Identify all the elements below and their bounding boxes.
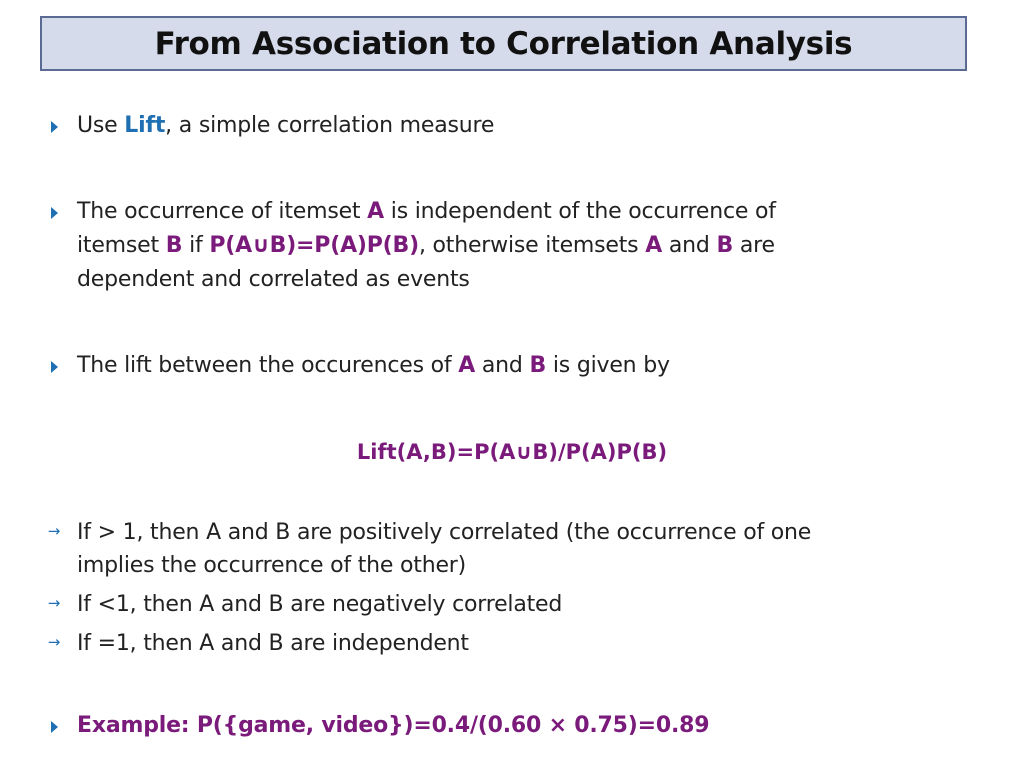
keyword-a: A xyxy=(645,233,663,258)
independence-formula: P(A∪B)=P(A)P(B) xyxy=(209,233,419,258)
keyword-lift: Lift xyxy=(124,113,166,138)
sub-bullet-independent: If =1, then A and B are independent xyxy=(77,631,469,656)
bullet-text: is independent of the occurrence of xyxy=(383,199,776,224)
triangle-bullet-icon xyxy=(47,358,61,377)
bullet-text: Use xyxy=(77,113,125,138)
bullet-text: if xyxy=(182,233,210,258)
bullet-text: The occurrence of itemset xyxy=(77,199,368,224)
arrow-bullet-icon: → xyxy=(47,633,61,651)
triangle-bullet-icon xyxy=(47,718,61,737)
bullet-text: and xyxy=(662,233,717,258)
bullet-lift-intro xyxy=(77,109,494,143)
bullet-text: are xyxy=(733,233,775,258)
bullet-text: The lift between the occurences of xyxy=(77,353,459,378)
slide-title: From Association to Correlation Analysis xyxy=(154,25,853,62)
arrow-bullet-icon: → xyxy=(47,522,61,540)
keyword-b: B xyxy=(165,233,183,258)
sub-bullet-positive-line1: If > 1, then A and B are positively correlated (the occurrence of one xyxy=(77,520,812,545)
triangle-bullet-icon xyxy=(47,204,61,223)
keyword-b: B xyxy=(529,353,547,378)
triangle-bullet-icon xyxy=(47,118,61,137)
title-box xyxy=(40,16,967,71)
bullet-lift-given xyxy=(77,349,670,383)
bullet-independence-line1 xyxy=(77,195,776,229)
arrow-bullet-icon: → xyxy=(47,594,61,612)
bullet-text: itemset xyxy=(77,233,166,258)
keyword-b: B xyxy=(716,233,734,258)
bullet-text: , a simple correlation measure xyxy=(165,113,495,138)
keyword-a: A xyxy=(367,199,384,224)
bullet-independence-line2 xyxy=(77,229,775,263)
bullet-text: and xyxy=(475,353,530,378)
bullet-text: is given by xyxy=(546,353,670,378)
example-line: Example: P({game, video})=0.4/(0.60 × 0.75)=0.89 xyxy=(77,713,710,738)
sub-bullet-positive-line2: implies the occurrence of the other) xyxy=(77,553,467,578)
keyword-a: A xyxy=(458,353,476,378)
lift-formula: Lift(A,B)=P(A∪B)/P(A)P(B) xyxy=(356,440,668,464)
bullet-text: , otherwise itemsets xyxy=(418,233,646,258)
sub-bullet-negative: If <1, then A and B are negatively correlated xyxy=(77,592,563,617)
bullet-independence-line3: dependent and correlated as events xyxy=(77,267,470,292)
